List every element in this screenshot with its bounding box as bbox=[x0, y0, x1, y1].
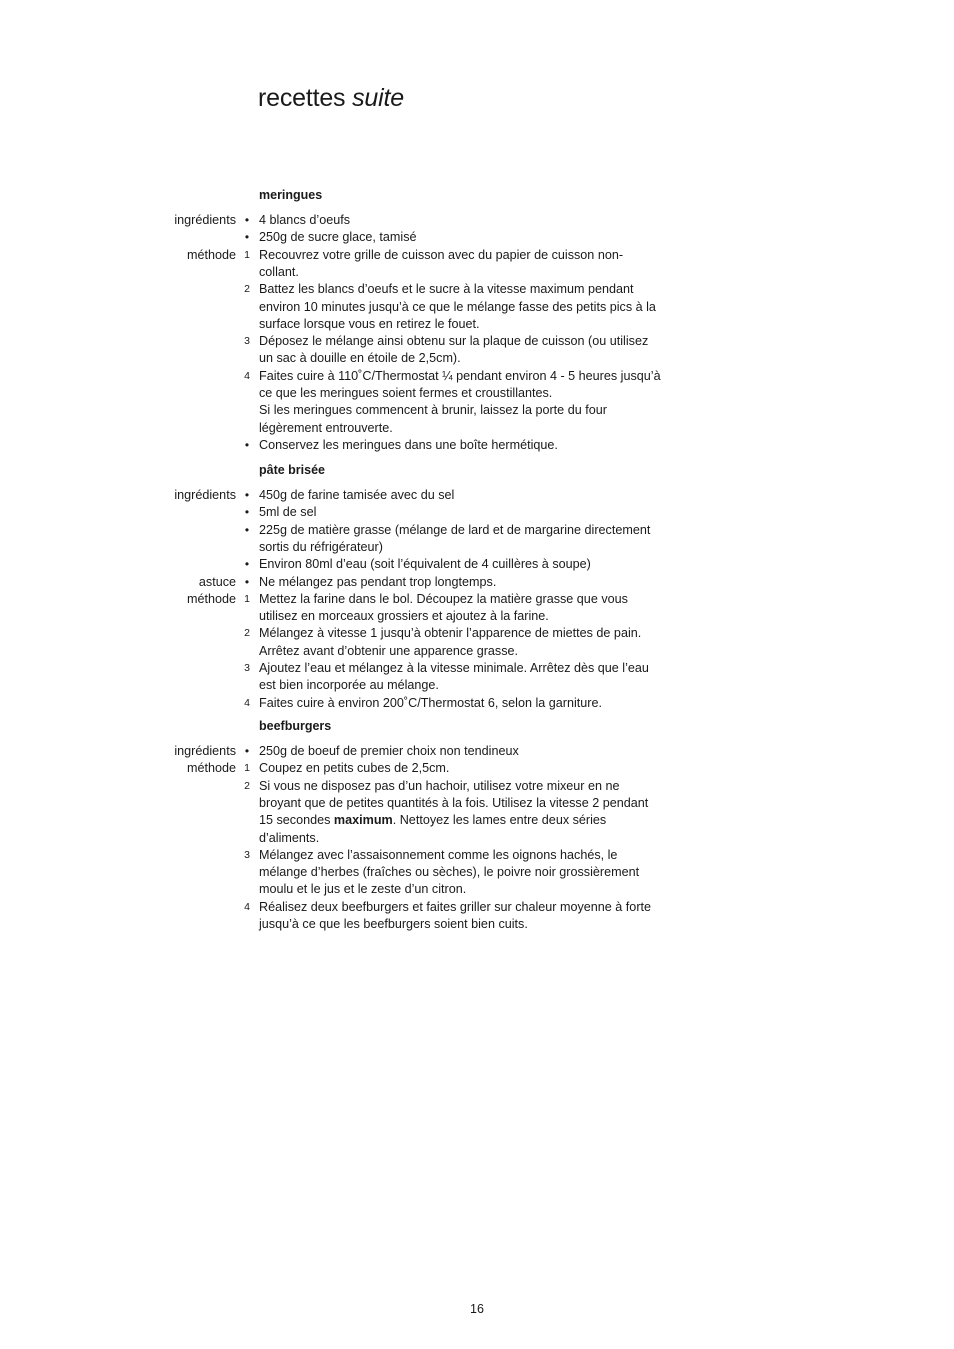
section-label: méthode bbox=[186, 761, 236, 776]
recipe-line bbox=[0, 522, 954, 539]
line-text bbox=[259, 743, 519, 760]
bullet-marker: • bbox=[244, 557, 250, 572]
line-text bbox=[259, 487, 454, 504]
line-text bbox=[259, 522, 650, 539]
recipe-line bbox=[0, 368, 954, 385]
line-text-main: sortis du réfrigérateur) bbox=[259, 539, 383, 554]
bullet-marker: • bbox=[244, 213, 250, 227]
recipe-line bbox=[0, 660, 954, 677]
line-text bbox=[259, 264, 299, 281]
line-text-main: Déposez le mélange ainsi obtenu sur la plaque de cuisson (ou utilisez bbox=[259, 334, 649, 349]
line-text-main: Ajoutez l’eau et mélangez à la vitesse minimale. Arrêtez dès que l’eau bbox=[259, 661, 649, 675]
emphasis-text: maximum bbox=[333, 813, 393, 828]
line-text bbox=[259, 385, 552, 402]
line-text-main: environ 10 minutes jusqu’à ce que le mélange fasse des petits pics à la bbox=[259, 299, 656, 314]
line-text bbox=[259, 368, 661, 385]
line-text bbox=[259, 778, 620, 795]
line-text-main: 15 secondes bbox=[259, 813, 334, 828]
section-label: méthode bbox=[186, 591, 236, 606]
recipe-line bbox=[0, 350, 954, 367]
recipe-line bbox=[0, 539, 954, 556]
line-text-main: Coupez en petits cubes de 2,5cm. bbox=[259, 761, 450, 776]
line-text bbox=[259, 281, 634, 298]
step-number: 4 bbox=[244, 900, 250, 913]
line-text bbox=[259, 333, 648, 350]
page-title bbox=[258, 84, 404, 113]
line-text bbox=[259, 625, 641, 642]
recipe-line bbox=[0, 812, 954, 829]
section-label: ingrédients bbox=[174, 488, 236, 502]
line-text-main: jusqu’à ce que les beefburgers soient bien cuits. bbox=[259, 917, 528, 931]
step-number: 2 bbox=[244, 779, 250, 792]
line-text bbox=[259, 556, 591, 573]
line-text-main: ce que les meringues soient fermes et croustillantes. bbox=[259, 386, 553, 400]
step-number: 1 bbox=[244, 248, 250, 261]
recipe-line bbox=[0, 229, 954, 246]
line-text bbox=[259, 677, 439, 694]
step-number: 2 bbox=[244, 627, 250, 640]
recipe-line bbox=[0, 402, 954, 419]
line-text bbox=[259, 795, 648, 812]
step-number: 4 bbox=[244, 369, 250, 382]
step-number: 1 bbox=[244, 592, 250, 605]
line-text bbox=[259, 695, 602, 712]
line-text-main: 250g de sucre glace, tamisé bbox=[259, 230, 417, 245]
recipe-title: beefburgers bbox=[259, 719, 332, 733]
line-text-main: d’aliments. bbox=[259, 830, 320, 845]
line-text-main: Environ 80ml d’eau (soit l’équivalent de 4 cuillères à soupe) bbox=[259, 557, 591, 572]
step-number: 2 bbox=[244, 283, 250, 296]
bullet-marker: • bbox=[244, 522, 250, 537]
line-text bbox=[259, 574, 496, 591]
step-number: 1 bbox=[244, 762, 250, 775]
line-text bbox=[259, 881, 466, 898]
line-text-main: moulu et le jus et le zeste d’un citron. bbox=[259, 882, 467, 897]
recipe-line bbox=[0, 437, 954, 454]
line-text bbox=[259, 299, 656, 316]
bullet-marker: • bbox=[244, 574, 250, 589]
line-text-main: Recouvrez votre grille de cuisson avec du papier de cuisson non- bbox=[259, 247, 624, 262]
line-text-after: . Nettoyez les lames entre deux séries bbox=[392, 813, 607, 828]
recipe-line bbox=[0, 420, 954, 437]
recipe-line bbox=[0, 743, 954, 760]
line-text-main: mélange d’herbes (fraîches ou sèches), le poivre noir grossièrement bbox=[259, 865, 640, 880]
line-text bbox=[259, 247, 623, 264]
recipe-line bbox=[0, 795, 954, 812]
step-number: 3 bbox=[244, 848, 250, 861]
line-text-main: un sac à douille en étoile de 2,5cm). bbox=[259, 351, 461, 366]
line-text-main: broyant que de petites quantités à la fois. Utilisez la vitesse 2 pendant bbox=[259, 795, 649, 810]
line-text bbox=[259, 437, 558, 454]
page-title-main: recettes bbox=[258, 84, 346, 112]
recipe-line bbox=[0, 847, 954, 864]
line-text bbox=[259, 402, 607, 419]
line-text-main: Battez les blancs d’oeufs et le sucre à la vitesse maximum pendant bbox=[259, 282, 634, 297]
line-text-main: Faites cuire à environ 200˚C/Thermostat 6, selon la garniture. bbox=[259, 695, 602, 710]
line-text bbox=[259, 830, 319, 847]
line-text-main: légèrement entrouverte. bbox=[259, 420, 393, 435]
recipe-line bbox=[0, 695, 954, 712]
line-text bbox=[259, 608, 549, 625]
recipe-line bbox=[0, 881, 954, 898]
line-text bbox=[259, 812, 606, 829]
recipe-title: pâte brisée bbox=[259, 463, 326, 477]
line-text bbox=[259, 420, 393, 437]
line-text-main: Réalisez deux beefburgers et faites griller sur chaleur moyenne à forte bbox=[259, 899, 652, 914]
recipe-line bbox=[0, 643, 954, 660]
line-text bbox=[259, 539, 383, 556]
line-text-main: Mélangez à vitesse 1 jusqu’à obtenir l’apparence de miettes de pain. bbox=[259, 626, 642, 641]
line-text bbox=[259, 591, 628, 608]
step-number: 3 bbox=[244, 335, 250, 348]
line-text-main: Mettez la farine dans le bol. Découpez la matière grasse que vous bbox=[259, 591, 628, 606]
line-text-main: collant. bbox=[259, 264, 299, 279]
line-text bbox=[259, 504, 316, 521]
bullet-marker: • bbox=[244, 488, 250, 502]
line-text-main: Ne mélangez pas pendant trop longtemps. bbox=[259, 574, 497, 589]
line-text bbox=[259, 350, 461, 367]
step-number: 3 bbox=[244, 662, 250, 674]
line-text bbox=[259, 212, 350, 229]
recipe-line bbox=[0, 760, 954, 777]
line-text-main: Arrêtez avant d’obtenir une apparence grasse. bbox=[259, 643, 519, 658]
recipe-line bbox=[0, 864, 954, 881]
recipe-line bbox=[0, 247, 954, 264]
recipe-line bbox=[0, 333, 954, 350]
recipe-line bbox=[0, 830, 954, 847]
recipe-line bbox=[0, 281, 954, 298]
line-text-main: 250g de boeuf de premier choix non tendineux bbox=[259, 744, 519, 758]
recipe-line bbox=[0, 591, 954, 608]
line-text-main: est bien incorporée au mélange. bbox=[259, 678, 439, 693]
step-number: 4 bbox=[244, 696, 250, 709]
line-text-main: Mélangez avec l’assaisonnement comme les oignons hachés, le bbox=[259, 847, 618, 862]
line-text-main: Conservez les meringues dans une boîte hermétique. bbox=[259, 437, 558, 452]
line-text bbox=[259, 229, 417, 246]
recipe-line bbox=[0, 608, 954, 625]
line-text bbox=[259, 643, 518, 660]
line-text-main: Faites cuire à 110˚C/Thermostat ¼ pendant environ 4 - 5 heures jusqu’à bbox=[259, 368, 661, 383]
section-label: méthode bbox=[186, 247, 236, 262]
recipe-line bbox=[0, 264, 954, 281]
line-text-main: 450g de farine tamisée avec du sel bbox=[259, 488, 455, 502]
page-title-italic: suite bbox=[352, 84, 404, 112]
recipe-line bbox=[0, 212, 954, 229]
recipe-line bbox=[0, 677, 954, 694]
line-text-main: surface lorsque vous en retirez le fouet. bbox=[259, 316, 480, 331]
recipe-line bbox=[0, 916, 954, 933]
line-text-main: 4 blancs d’oeufs bbox=[259, 213, 351, 227]
line-text bbox=[259, 864, 639, 881]
recipe-line bbox=[0, 316, 954, 333]
section-label: astuce bbox=[198, 574, 236, 589]
recipe-line bbox=[0, 899, 954, 916]
section-label: ingrédients bbox=[174, 744, 236, 758]
recipe-line bbox=[0, 556, 954, 573]
recipe-line bbox=[0, 487, 954, 504]
recipe-line bbox=[0, 778, 954, 795]
line-text bbox=[259, 899, 651, 916]
line-text bbox=[259, 316, 480, 333]
bullet-marker: • bbox=[244, 505, 250, 520]
line-text-main: Si vous ne disposez pas d’un hachoir, utilisez votre mixeur en ne bbox=[259, 778, 620, 793]
line-text bbox=[259, 660, 649, 677]
line-text-main: Si les meringues commencent à brunir, laissez la porte du four bbox=[259, 403, 607, 418]
recipe-line bbox=[0, 299, 954, 316]
line-text bbox=[259, 916, 528, 933]
line-text bbox=[259, 760, 449, 777]
recipe-line bbox=[0, 574, 954, 591]
section-label: ingrédients bbox=[174, 213, 236, 227]
recipe-line bbox=[0, 385, 954, 402]
bullet-marker: • bbox=[244, 230, 250, 245]
line-text-main: 5ml de sel bbox=[259, 505, 317, 520]
recipe-line bbox=[0, 504, 954, 521]
bullet-marker: • bbox=[244, 437, 250, 452]
line-text bbox=[259, 847, 617, 864]
page-number: 16 bbox=[470, 1302, 484, 1316]
line-text-main: utilisez en morceaux grossiers et ajoutez à la farine. bbox=[259, 609, 549, 624]
recipe-title: meringues bbox=[259, 188, 323, 202]
line-text-main: 225g de matière grasse (mélange de lard et de margarine directement bbox=[259, 522, 651, 537]
bullet-marker: • bbox=[244, 744, 250, 758]
recipe-line bbox=[0, 625, 954, 642]
